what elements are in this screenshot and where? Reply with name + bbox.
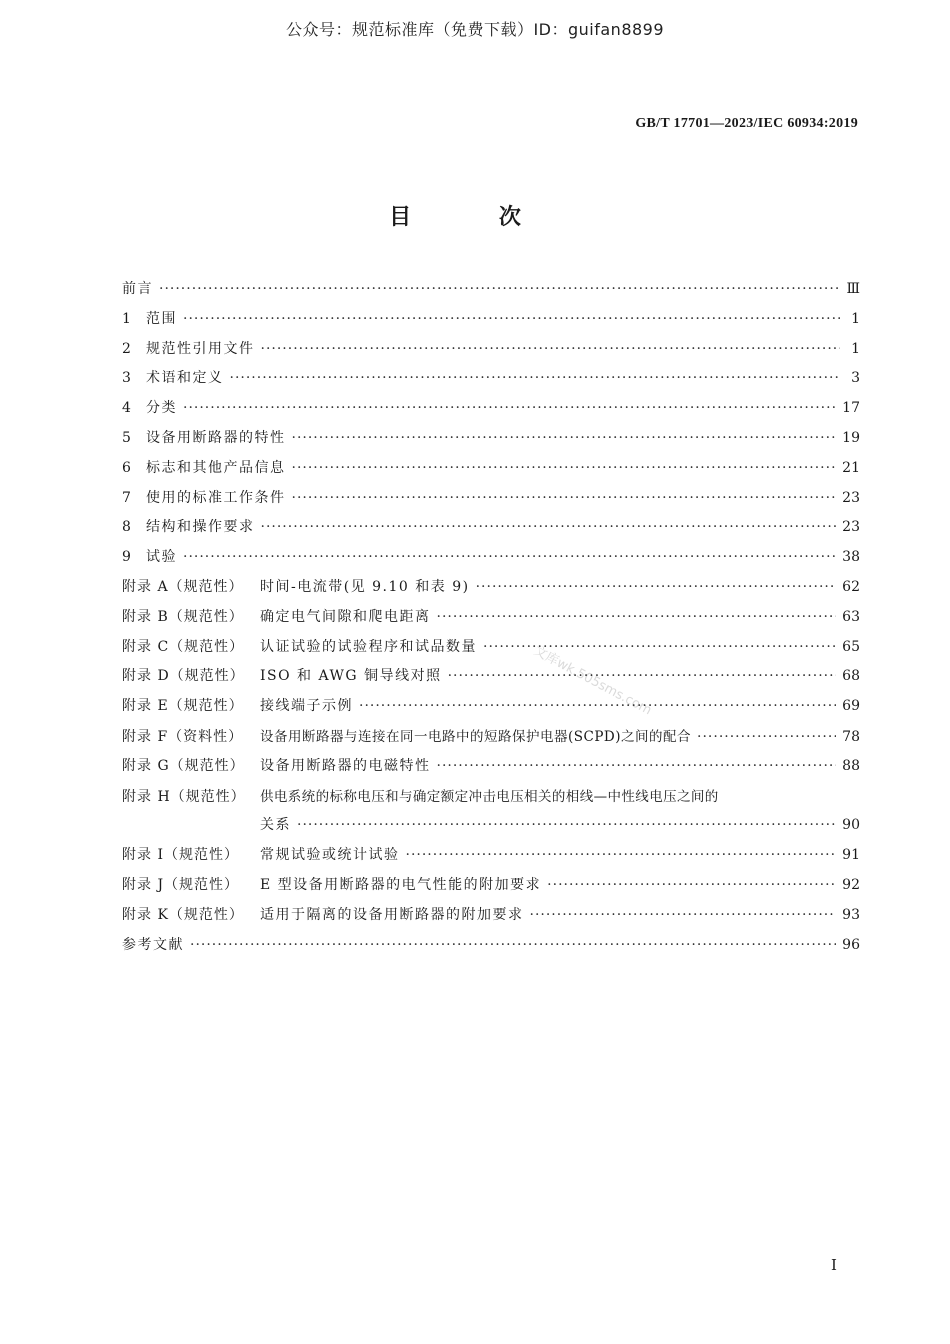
toc-entry-number: 9 bbox=[122, 549, 131, 566]
toc-entry-label: 参考文献 bbox=[122, 936, 184, 953]
leader-dots bbox=[697, 729, 836, 745]
toc-entry-page: 69 bbox=[842, 698, 860, 715]
annex-prefix: 附录 G（规范性） bbox=[122, 757, 245, 774]
annex-prefix: 附录 I（规范性） bbox=[122, 847, 239, 864]
toc-annex-entry-continued[interactable] bbox=[122, 814, 860, 844]
toc-entry-page: 23 bbox=[842, 519, 860, 536]
toc-entry-label: 常规试验或统计试验 bbox=[260, 847, 400, 864]
toc-entry-page: 68 bbox=[842, 668, 860, 685]
toc-entry-page: 91 bbox=[842, 847, 860, 864]
toc-entry-label: E 型设备用断路器的电气性能的附加要求 bbox=[260, 876, 542, 893]
toc-annex-entry[interactable] bbox=[122, 606, 860, 636]
leader-dots bbox=[159, 281, 840, 297]
toc-entry-number: 8 bbox=[122, 519, 131, 536]
toc-entry-label: 术语和定义 bbox=[146, 370, 224, 387]
leader-dots bbox=[437, 758, 837, 774]
toc-entry-page: 1 bbox=[851, 310, 860, 327]
toc-entry-number: 1 bbox=[122, 310, 131, 327]
toc-entry-label: 使用的标准工作条件 bbox=[146, 489, 286, 506]
toc-entry-number: 3 bbox=[122, 370, 131, 387]
toc-entry-label: 确定电气间隙和爬电距离 bbox=[260, 608, 431, 625]
standard-number: GB/T 17701—2023/IEC 60934:2019 bbox=[635, 116, 858, 131]
toc-entry-page: 38 bbox=[842, 549, 860, 566]
toc-entry-label: 范围 bbox=[146, 310, 177, 327]
leader-dots bbox=[437, 609, 837, 625]
annex-prefix: 附录 H（规范性） bbox=[122, 788, 246, 805]
annex-prefix: 附录 F（资料性） bbox=[122, 728, 244, 745]
annex-prefix: 附录 D（规范性） bbox=[122, 668, 245, 685]
toc-entry[interactable] bbox=[122, 367, 860, 397]
leader-dots bbox=[359, 698, 836, 714]
leader-dots bbox=[292, 460, 837, 476]
leader-dots bbox=[547, 877, 836, 893]
leader-dots bbox=[476, 579, 837, 595]
annex-prefix: 附录 E（规范性） bbox=[122, 698, 244, 715]
toc-entry-page: 1 bbox=[851, 340, 860, 357]
toc-entry-page: 62 bbox=[842, 578, 860, 595]
annex-prefix: 附录 J（规范性） bbox=[122, 876, 240, 893]
toc-title: 目 次 bbox=[389, 205, 561, 230]
toc-entry-label: 供电系统的标称电压和与确定额定冲击电压相关的相线—中性线电压之间的 bbox=[260, 788, 719, 805]
leader-dots bbox=[483, 639, 836, 655]
toc-annex-entry[interactable] bbox=[122, 874, 860, 904]
toc-entry-label: 分类 bbox=[146, 400, 177, 417]
toc-entry-label: 标志和其他产品信息 bbox=[146, 459, 286, 476]
toc-entry-label: ISO 和 AWG 铜导线对照 bbox=[260, 668, 442, 685]
toc-entry-page: 63 bbox=[842, 608, 860, 625]
toc-annex-entry[interactable] bbox=[122, 576, 860, 606]
toc-entry-label: 前言 bbox=[122, 281, 153, 297]
annex-prefix: 附录 A（规范性） bbox=[122, 578, 244, 595]
toc-entry-page: 92 bbox=[842, 876, 860, 893]
toc-entry-bibliography[interactable] bbox=[122, 934, 860, 964]
toc-entry-label: 试验 bbox=[146, 549, 177, 566]
toc-entry[interactable] bbox=[122, 397, 860, 427]
toc-annex-entry[interactable] bbox=[122, 725, 860, 755]
toc-entry-label: 接线端子示例 bbox=[260, 698, 353, 715]
toc-entry-label: 设备用断路器的特性 bbox=[146, 429, 286, 446]
toc-entry-number: 5 bbox=[122, 429, 131, 446]
toc-annex-entry[interactable] bbox=[122, 755, 860, 785]
leader-dots bbox=[183, 549, 836, 565]
leader-dots bbox=[230, 370, 841, 386]
toc-entry-page: 3 bbox=[851, 370, 860, 387]
toc-entry-label: 关系 bbox=[260, 817, 291, 834]
table-of-contents bbox=[122, 278, 860, 963]
toc-entry-page: 78 bbox=[842, 728, 860, 745]
toc-entry-preface[interactable] bbox=[122, 278, 860, 308]
top-banner: 公众号：规范标准库（免费下载）ID：guifan8899 bbox=[285, 20, 665, 39]
toc-entry-number: 4 bbox=[122, 400, 131, 417]
annex-prefix: 附录 B（规范性） bbox=[122, 608, 244, 625]
toc-entry-label: 设备用断路器与连接在同一电路中的短路保护电器(SCPD)之间的配合 bbox=[260, 728, 692, 745]
leader-dots bbox=[261, 341, 841, 357]
toc-annex-entry[interactable] bbox=[122, 904, 860, 934]
toc-entry-page: 65 bbox=[842, 638, 860, 655]
toc-entry-page: 88 bbox=[842, 757, 860, 774]
toc-entry-number: 7 bbox=[122, 489, 131, 506]
toc-entry-page: 23 bbox=[842, 489, 860, 506]
leader-dots bbox=[292, 490, 837, 506]
toc-entry-number: 2 bbox=[122, 340, 131, 357]
toc-annex-entry[interactable] bbox=[122, 695, 860, 725]
toc-annex-entry[interactable] bbox=[122, 844, 860, 874]
toc-entry-label: 认证试验的试验程序和试品数量 bbox=[260, 638, 477, 655]
toc-entry-label: 设备用断路器的电磁特性 bbox=[260, 757, 431, 774]
toc-annex-entry[interactable] bbox=[122, 636, 860, 666]
toc-entry-page: 93 bbox=[842, 906, 860, 923]
toc-entry[interactable] bbox=[122, 546, 860, 576]
toc-entry[interactable] bbox=[122, 516, 860, 546]
footer-page-number: I bbox=[831, 1256, 837, 1274]
toc-entry-page: 90 bbox=[842, 817, 860, 834]
toc-entry-page: 21 bbox=[842, 459, 860, 476]
toc-annex-entry[interactable] bbox=[122, 665, 860, 695]
leader-dots bbox=[292, 430, 837, 446]
leader-dots bbox=[183, 400, 836, 416]
toc-entry-page: 19 bbox=[842, 429, 860, 446]
leader-dots bbox=[530, 907, 837, 923]
toc-entry[interactable] bbox=[122, 487, 860, 517]
leader-dots bbox=[448, 668, 837, 684]
toc-entry-page: 96 bbox=[842, 936, 860, 953]
toc-entry-number: 6 bbox=[122, 459, 131, 476]
toc-entry[interactable] bbox=[122, 338, 860, 368]
toc-entry-label: 规范性引用文件 bbox=[146, 340, 255, 357]
watermark: 文库wk.505sms.com bbox=[531, 643, 654, 719]
toc-entry[interactable] bbox=[122, 427, 860, 457]
toc-entry-label: 时间-电流带(见 9.10 和表 9) bbox=[260, 578, 470, 595]
toc-annex-entry[interactable] bbox=[122, 785, 860, 815]
leader-dots bbox=[183, 311, 840, 327]
toc-entry-label: 适用于隔离的设备用断路器的附加要求 bbox=[260, 906, 524, 923]
leader-dots bbox=[261, 519, 837, 535]
annex-prefix: 附录 C（规范性） bbox=[122, 638, 245, 655]
toc-entry-page: Ⅲ bbox=[846, 281, 860, 297]
leader-dots bbox=[406, 847, 837, 863]
toc-entry-label: 结构和操作要求 bbox=[146, 519, 255, 536]
leader-dots bbox=[190, 937, 836, 953]
leader-dots bbox=[297, 817, 836, 833]
annex-prefix: 附录 K（规范性） bbox=[122, 906, 244, 923]
toc-entry[interactable] bbox=[122, 308, 860, 338]
toc-entry-page: 17 bbox=[842, 400, 860, 417]
toc-entry[interactable] bbox=[122, 457, 860, 487]
